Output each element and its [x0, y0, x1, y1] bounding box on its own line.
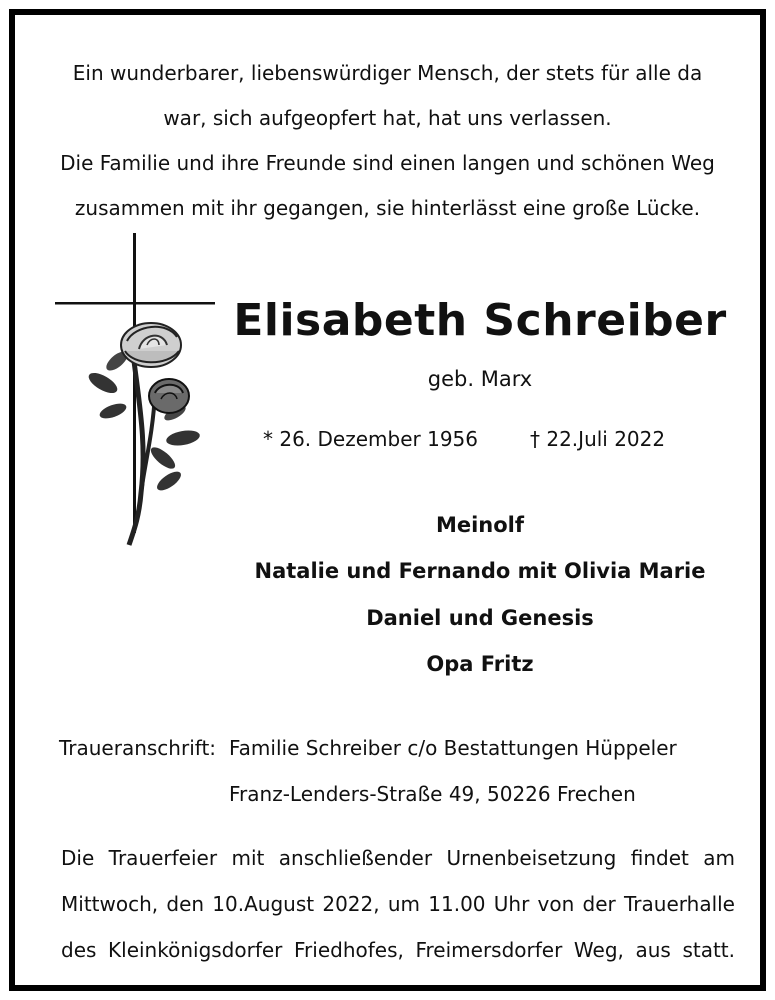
address-line-1: Familie Schreiber c/o Bestattungen Hüppeler: [229, 736, 677, 760]
deceased-name: Elisabeth Schreiber: [233, 295, 727, 346]
intro-line-1: Ein wunderbarer, liebenswürdiger Mensch, der stets für alle da: [72, 61, 703, 85]
family-member-4: Opa Fritz: [426, 652, 534, 676]
intro-line-2: war, sich aufgeopfert hat, hat uns verlassen.: [163, 106, 612, 130]
address-label: Traueranschrift:: [59, 736, 217, 760]
birth-date: * 26. Dezember 1956: [263, 427, 478, 451]
cross-with-roses-icon: [55, 233, 225, 553]
address-line-2: Franz-Lenders-Straße 49, 50226 Frechen: [229, 782, 636, 806]
ceremony-text: [61, 846, 735, 984]
birth-name: geb. Marx: [427, 367, 533, 391]
ceremony-line-3: des Kleinkönigsdorfer Friedhofes, Freimersdorfer Weg, aus statt.: [61, 938, 735, 962]
intro-line-4: zusammen mit ihr gegangen, sie hinterlässt eine große Lücke.: [74, 196, 701, 220]
family-member-2: Natalie und Fernando mit Olivia Marie: [254, 559, 706, 583]
family-member-1: Meinolf: [435, 513, 525, 537]
intro-line-3: Die Familie und ihre Freunde sind einen langen und schönen Weg: [60, 151, 715, 175]
death-date: † 22.Juli 2022: [530, 427, 666, 451]
family-member-3: Daniel und Genesis: [366, 606, 594, 630]
ceremony-line-2: Mittwoch, den 10.August 2022, um 11.00 Uhr von der Trauerhalle: [61, 892, 735, 916]
ceremony-line-1: Die Trauerfeier mit anschließender Urnenbeisetzung findet am: [61, 846, 735, 870]
obituary-notice: [9, 9, 766, 991]
